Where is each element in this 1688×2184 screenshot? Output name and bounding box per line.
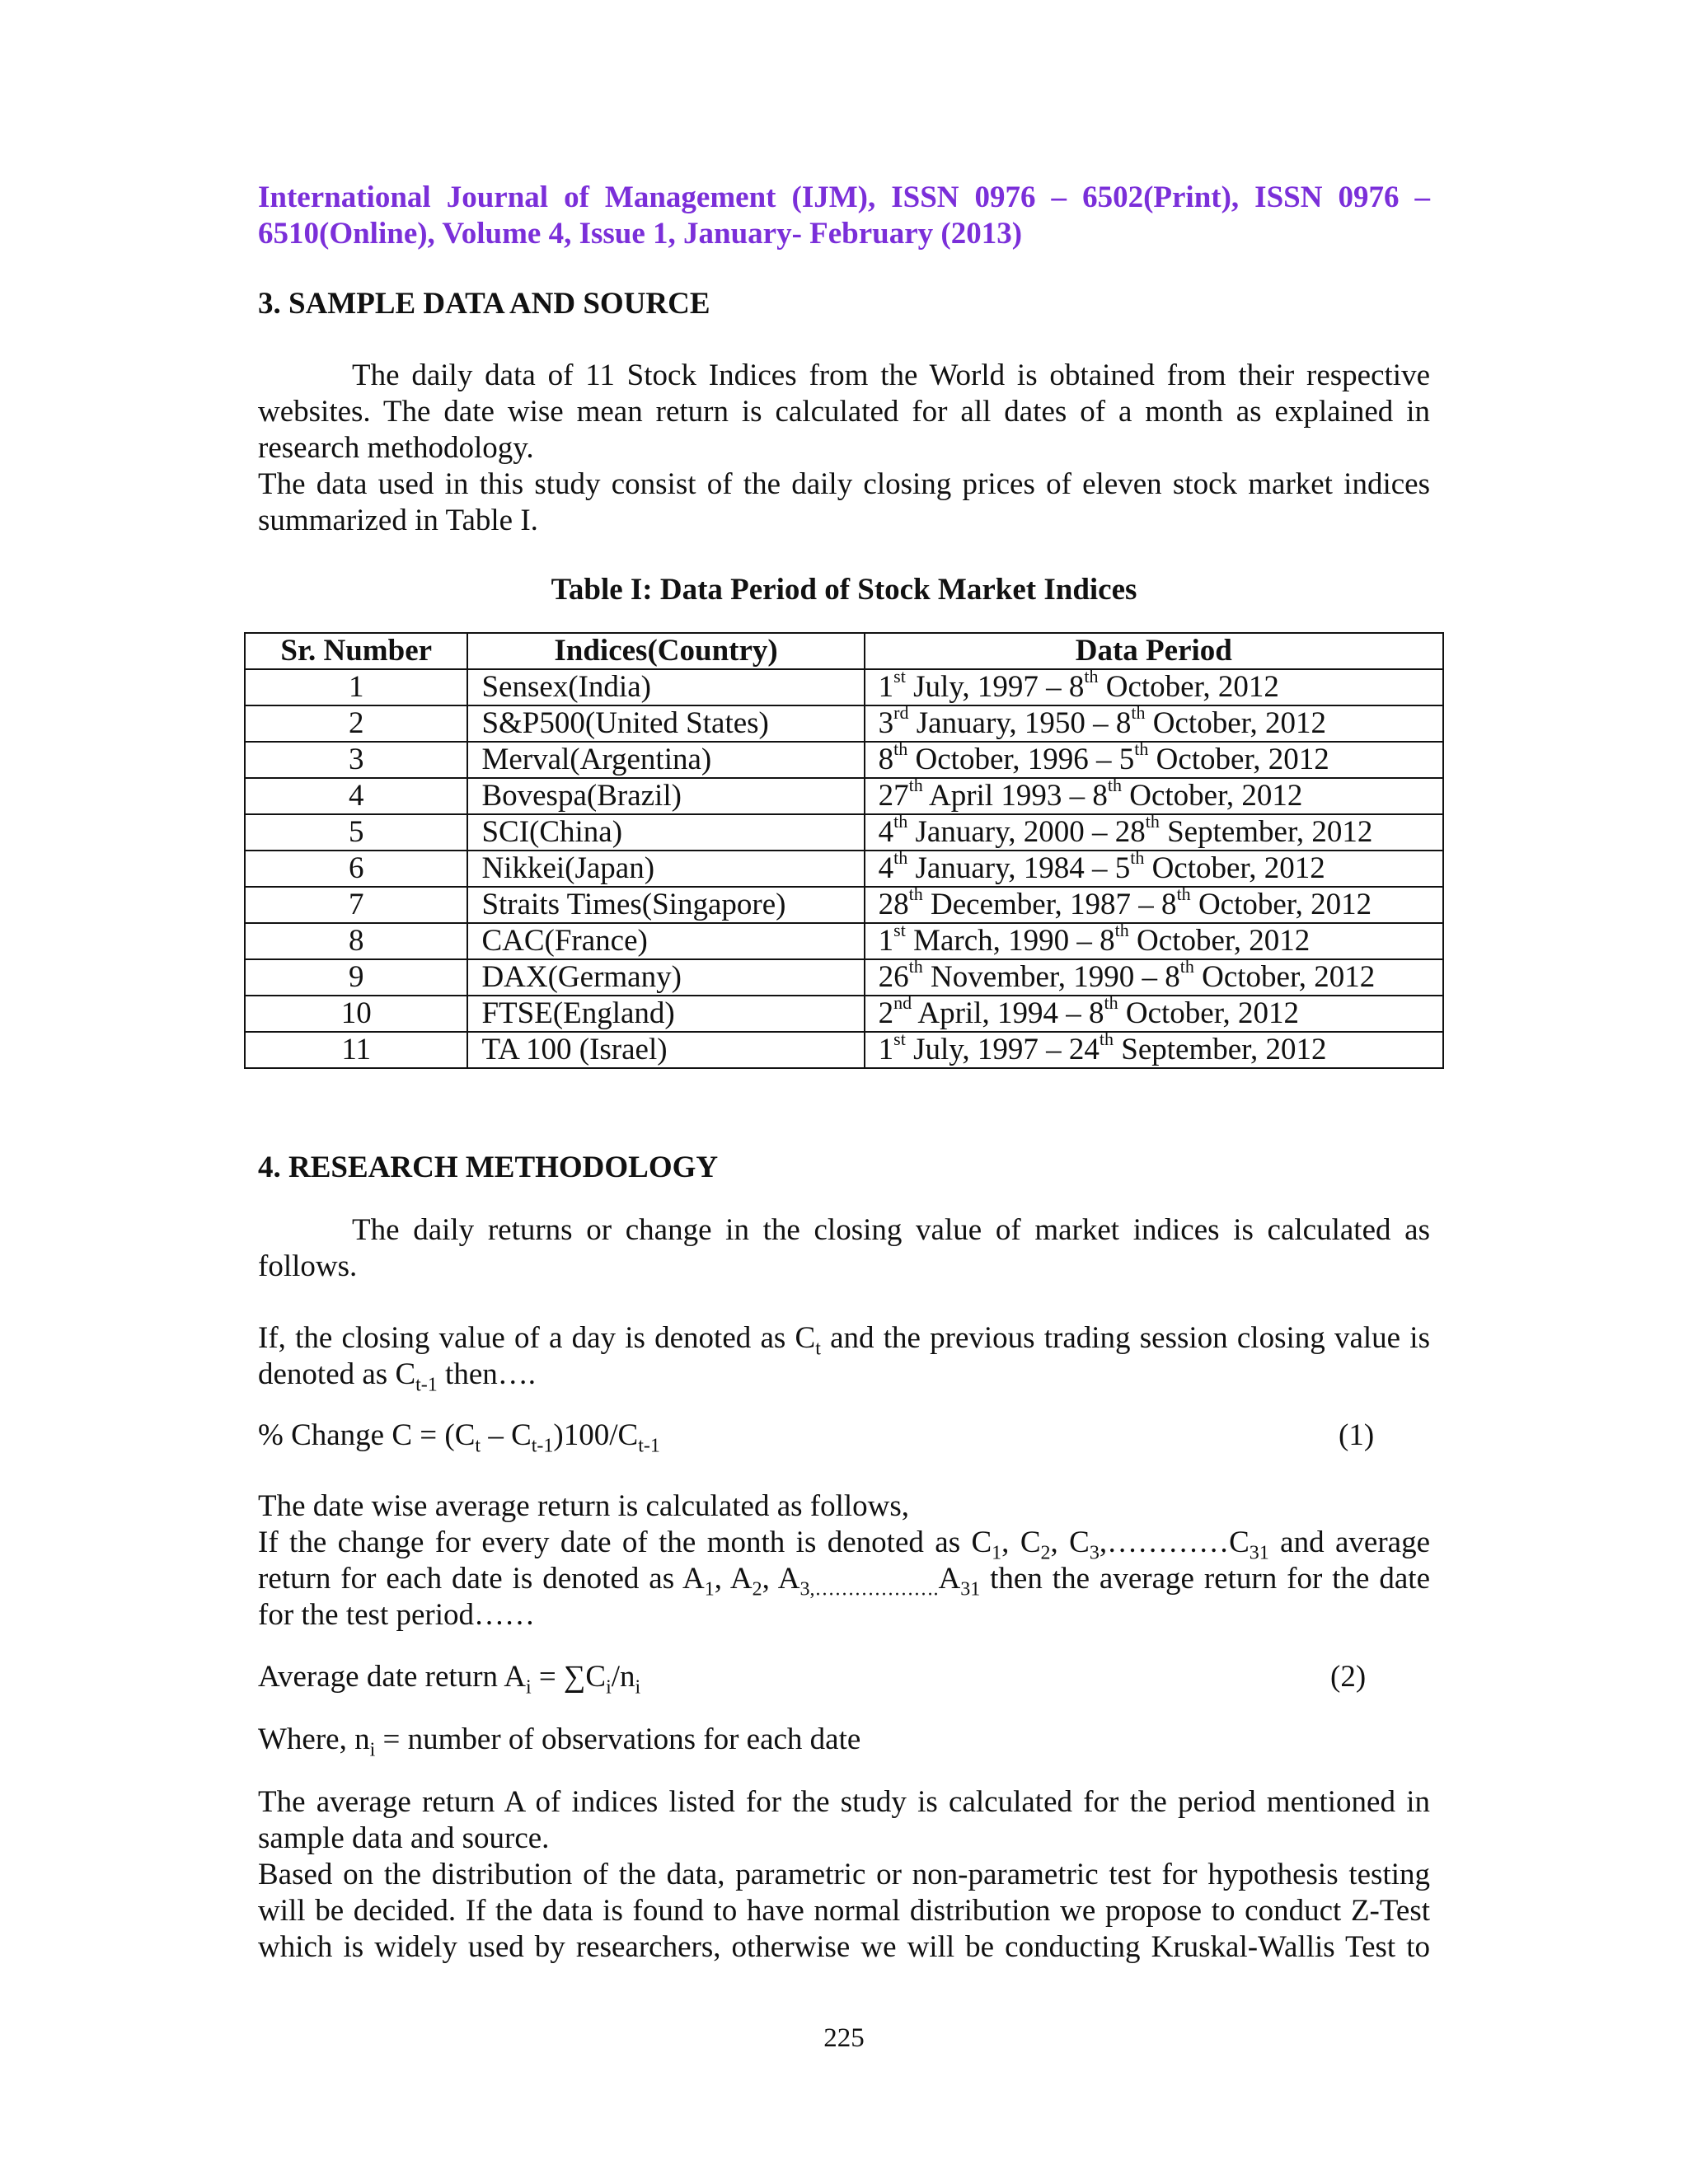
cell-data-period: 4th January, 2000 – 28th September, 2012	[865, 814, 1443, 851]
cell-index-country: Sensex(India)	[467, 669, 864, 705]
table-row	[245, 742, 1443, 778]
table-row	[245, 923, 1443, 959]
paragraph-line: sample data and source.	[258, 1821, 550, 1855]
cell-index-country: Straits Times(Singapore)	[467, 887, 864, 923]
cell-index-country: SCI(China)	[467, 814, 864, 851]
cell-data-period: 1st July, 1997 – 8th October, 2012	[865, 669, 1443, 705]
paragraph-line: The date wise average return is calculated as follows,	[258, 1489, 910, 1523]
cell-sr-number: 1	[245, 669, 467, 705]
paragraph-line: summarized in Table I.	[258, 504, 538, 537]
where-clause: Where, $n_i$ = number of observations for each date	[258, 1722, 861, 1761]
cell-index-country: DAX(Germany)	[467, 959, 864, 996]
cell-sr-number: 6	[245, 851, 467, 887]
section-3-paragraph-2	[258, 466, 1430, 539]
cell-index-country: CAC(France)	[467, 923, 864, 959]
cell-data-period: 2nd April, 1994 – 8th October, 2012	[865, 996, 1443, 1032]
column-header-sr-number: Sr. Number	[245, 633, 467, 669]
paragraph-line: websites. The date wise mean return is calculated for all dates of a month as explained in	[258, 395, 1430, 429]
paragraph-line: Based on the distribution of the data, parametric or non-parametric test for hypothesis testing	[258, 1858, 1430, 1891]
cell-data-period: 8th October, 1996 – 5th October, 2012	[865, 742, 1443, 778]
cell-index-country: Bovespa(Brazil)	[467, 778, 864, 814]
journal-header-line-2: 6510(Online), Volume 4, Issue 1, January- February (2013)	[258, 217, 1023, 251]
table-row	[245, 996, 1443, 1032]
cell-index-country: Merval(Argentina)	[467, 742, 864, 778]
paragraph-line: for the test period……	[258, 1598, 535, 1632]
table-body	[245, 665, 1443, 1068]
cell-sr-number: 9	[245, 959, 467, 996]
table-row	[245, 705, 1443, 742]
equation-1-number: (1)	[1339, 1418, 1375, 1452]
section-4-heading: 4. RESEARCH METHODOLOGY	[258, 1151, 719, 1184]
table-row	[245, 814, 1443, 851]
section-4-paragraph-2	[258, 1320, 1430, 1396]
cell-data-period: 1st July, 1997 – 24th September, 2012	[865, 1032, 1443, 1068]
equation-2: Average date return $A_i = \sum C_i/n_i$	[258, 1660, 641, 1699]
column-header-indices: Indices(Country)	[467, 633, 864, 669]
cell-data-period: 26th November, 1990 – 8th October, 2012	[865, 959, 1443, 996]
table-caption: Table I: Data Period of Stock Market Indices	[551, 573, 1137, 607]
cell-sr-number: 10	[245, 996, 467, 1032]
table-row	[245, 887, 1443, 923]
page-number: 225	[823, 2023, 865, 2053]
paragraph-line: If, the closing value of a day is denoted as $C_t$ and the previous trading session closing value is	[258, 1321, 1430, 1360]
cell-sr-number: 5	[245, 814, 467, 851]
section-4-paragraph-1	[258, 1212, 1430, 1285]
paragraph-line: which is widely used by researchers, otherwise we will be conducting Kruskal-Wallis Test to	[258, 1930, 1430, 1964]
table-row	[245, 778, 1443, 814]
paragraph-line: denoted as $C_{t-1}$ then….	[258, 1357, 536, 1396]
cell-sr-number: 2	[245, 705, 467, 742]
section-4-paragraph-4	[258, 1784, 1430, 1857]
cell-sr-number: 4	[245, 778, 467, 814]
section-4-paragraph-3	[258, 1488, 1430, 1633]
table-row	[245, 959, 1443, 996]
section-4-paragraph-5	[258, 1857, 1430, 1966]
cell-index-country: TA 100 (Israel)	[467, 1032, 864, 1068]
table-header-row	[245, 633, 1443, 669]
cell-index-country: S&P500(United States)	[467, 705, 864, 742]
cell-index-country: FTSE(England)	[467, 996, 864, 1032]
table-row	[245, 851, 1443, 887]
paragraph-line: The data used in this study consist of the daily closing prices of eleven stock market indices	[258, 467, 1430, 501]
journal-header	[258, 180, 1430, 252]
section-3-heading: 3. SAMPLE DATA AND SOURCE	[258, 287, 710, 321]
cell-sr-number: 7	[245, 887, 467, 923]
cell-data-period: 1st March, 1990 – 8th October, 2012	[865, 923, 1443, 959]
paragraph-line: return for each date is denoted as $A_1$, $A_2$, $A_{3,\dots\dots\dots\dots\dots\dots.}A_{31}$ then the average return for the date	[258, 1562, 1430, 1601]
table-row	[245, 669, 1443, 705]
equation-1: % Change $C = (C_t - C_{t-1})100/C_{t-1}$	[258, 1418, 660, 1457]
cell-sr-number: 11	[245, 1032, 467, 1068]
paragraph-line: If the change for every date of the month is denoted as $C_1$, $C_2$, $C_3,\dots\dots\dots\dots C_{31}$ and average	[258, 1526, 1430, 1564]
paragraph-line: research methodology.	[258, 431, 534, 465]
paragraph-line: follows.	[258, 1249, 358, 1283]
paragraph-line: The daily returns or change in the closing value of market indices is calculated as	[352, 1213, 1430, 1247]
data-period-table	[244, 632, 1444, 1069]
column-header-data-period: Data Period	[865, 633, 1443, 669]
table-row	[245, 1032, 1443, 1068]
cell-sr-number: 3	[245, 742, 467, 778]
paragraph-line: will be decided. If the data is found to have normal distribution we propose to conduct Z-Test	[258, 1894, 1430, 1928]
cell-data-period: 4th January, 1984 – 5th October, 2012	[865, 851, 1443, 887]
paragraph-line: The daily data of 11 Stock Indices from the World is obtained from their respective	[352, 359, 1430, 392]
journal-header-line-1: International Journal of Management (IJM), ISSN 0976 – 6502(Print), ISSN 0976 –	[258, 180, 1430, 214]
section-3-paragraph-1	[258, 358, 1430, 466]
cell-data-period: 27th April 1993 – 8th October, 2012	[865, 778, 1443, 814]
cell-data-period: 3rd January, 1950 – 8th October, 2012	[865, 705, 1443, 742]
equation-2-number: (2)	[1330, 1660, 1367, 1694]
cell-sr-number: 8	[245, 923, 467, 959]
cell-index-country: Nikkei(Japan)	[467, 851, 864, 887]
paragraph-line: The average return A of indices listed for the study is calculated for the period mentioned in	[258, 1785, 1430, 1819]
cell-data-period: 28th December, 1987 – 8th October, 2012	[865, 887, 1443, 923]
